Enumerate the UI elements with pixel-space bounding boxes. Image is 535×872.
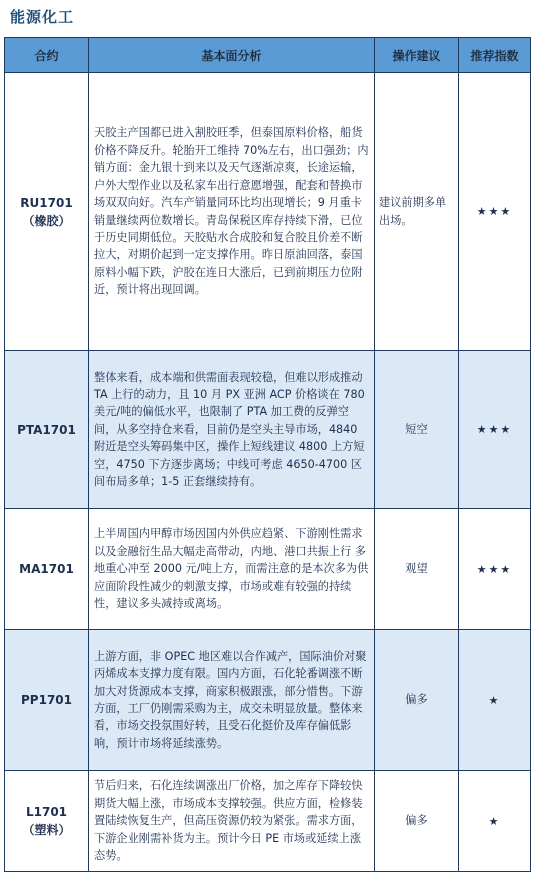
advice-cell: 短空 — [375, 351, 459, 509]
contract-cell — [5, 771, 89, 872]
analysis-cell: 整体来看，成本端和供需面表现较稳，但难以形成推动 TA 上行的动力，且 10 月 PX 亚洲 ACP 价格谈在 780 美元/吨的偏低水平，也限制了 PTA 加工费的反弹空间，从多空持仓来看，目前仍是空头主导市场，4840 附近是空头筹码集中区，操作上短线建议 4800 上方短空，4750 下方逐步离场；中线可考虑 4650-4700 区间布局多单；1-5 正套继续持有。 — [89, 351, 375, 509]
rating-stars: ★ — [459, 771, 531, 872]
contract-cell — [5, 73, 89, 351]
table-row — [5, 771, 531, 872]
header-analysis: 基本面分析 — [89, 38, 375, 73]
table-row — [5, 630, 531, 771]
analysis-cell: 节后归来，石化连续调涨出厂价格，加之库存下降较快期货大幅上涨，市场成本支撑较强。供应方面，检修装置陆续恢复生产，但高压资源仍较为紧张。需求方面，下游企业刚需补货为主。预计今日 PE 市场或延续上涨态势。 — [89, 771, 375, 872]
table-row — [5, 73, 531, 351]
contract-subname: （塑料） — [22, 823, 71, 837]
advice-cell: 偏多 — [375, 771, 459, 872]
header-advice: 操作建议 — [375, 38, 459, 73]
advice-cell: 偏多 — [375, 630, 459, 771]
table-row — [5, 351, 531, 509]
advice-cell: 观望 — [375, 509, 459, 630]
contract-subname: （橡胶） — [22, 213, 71, 228]
rating-stars: ★★★ — [459, 351, 531, 509]
analysis-cell: 上游方面，非 OPEC 地区难以合作减产，国际油价对聚丙烯成本支撑力度有限。国内方面，石化轮番调涨不断加大对货源成本支撑，商家积极跟涨，部分惜售。下游方面，工厂仍刚需采购为主，成交未明显放量。整体来看，市场交投氛围好转，且受石化挺价及库存偏低影响，预计市场将延续涨势。 — [89, 630, 375, 771]
header-rating: 推荐指数 — [459, 38, 531, 73]
contract-code: MA1701 — [19, 562, 74, 576]
contract-code: PTA1701 — [17, 422, 76, 437]
advice-cell: 建议前期多单出场。 — [375, 73, 459, 351]
contract-cell — [5, 630, 89, 771]
rating-stars: ★★★ — [459, 73, 531, 351]
rating-stars: ★★★ — [459, 509, 531, 630]
analysis-cell: 天胶主产国都已进入割胶旺季，但泰国原料价格，船货价格不降反升。轮胎开工维持 70%左右，出口强劲；内销方面：金九银十到来以及天气逐渐凉爽，长途运输，户外大型作业以及私家车出行意愿增强，配套和替换市场双双向好。汽车产销量同环比均出现增长；9 月重卡销量继续两位数增长。青岛保税区库存持续下滑，已位于历史同期低位。天胶贴水合成胶和复合胶且价差不断拉大，对期价起到一定支撑作用。昨日原油回落，泰国原料小幅下跌，沪胶在连日大涨后，已到前期压力位附近，预计将出现回调。 — [89, 73, 375, 351]
contract-code: L1701 — [25, 805, 68, 819]
contract-code: RU1701 — [20, 195, 73, 210]
contract-code: PP1701 — [21, 693, 72, 707]
table-header-row — [5, 38, 531, 73]
rating-stars: ★ — [459, 630, 531, 771]
futures-analysis-table — [4, 37, 531, 872]
section-title: 能源化工 — [10, 8, 75, 26]
table-row — [5, 509, 531, 630]
contract-cell — [5, 509, 89, 630]
header-contract: 合约 — [5, 38, 89, 73]
contract-cell — [5, 351, 89, 509]
analysis-cell: 上半周国内甲醇市场因国内外供应趋紧、下游刚性需求以及金融衍生品大幅走高带动，内地、港口共振上行 多地重心冲至 2000 元/吨上方，而需注意的是本次多为供应面阶段性减少的刺激支撑，市场或难有较强的持续性，建议多头减持或离场。 — [89, 509, 375, 630]
